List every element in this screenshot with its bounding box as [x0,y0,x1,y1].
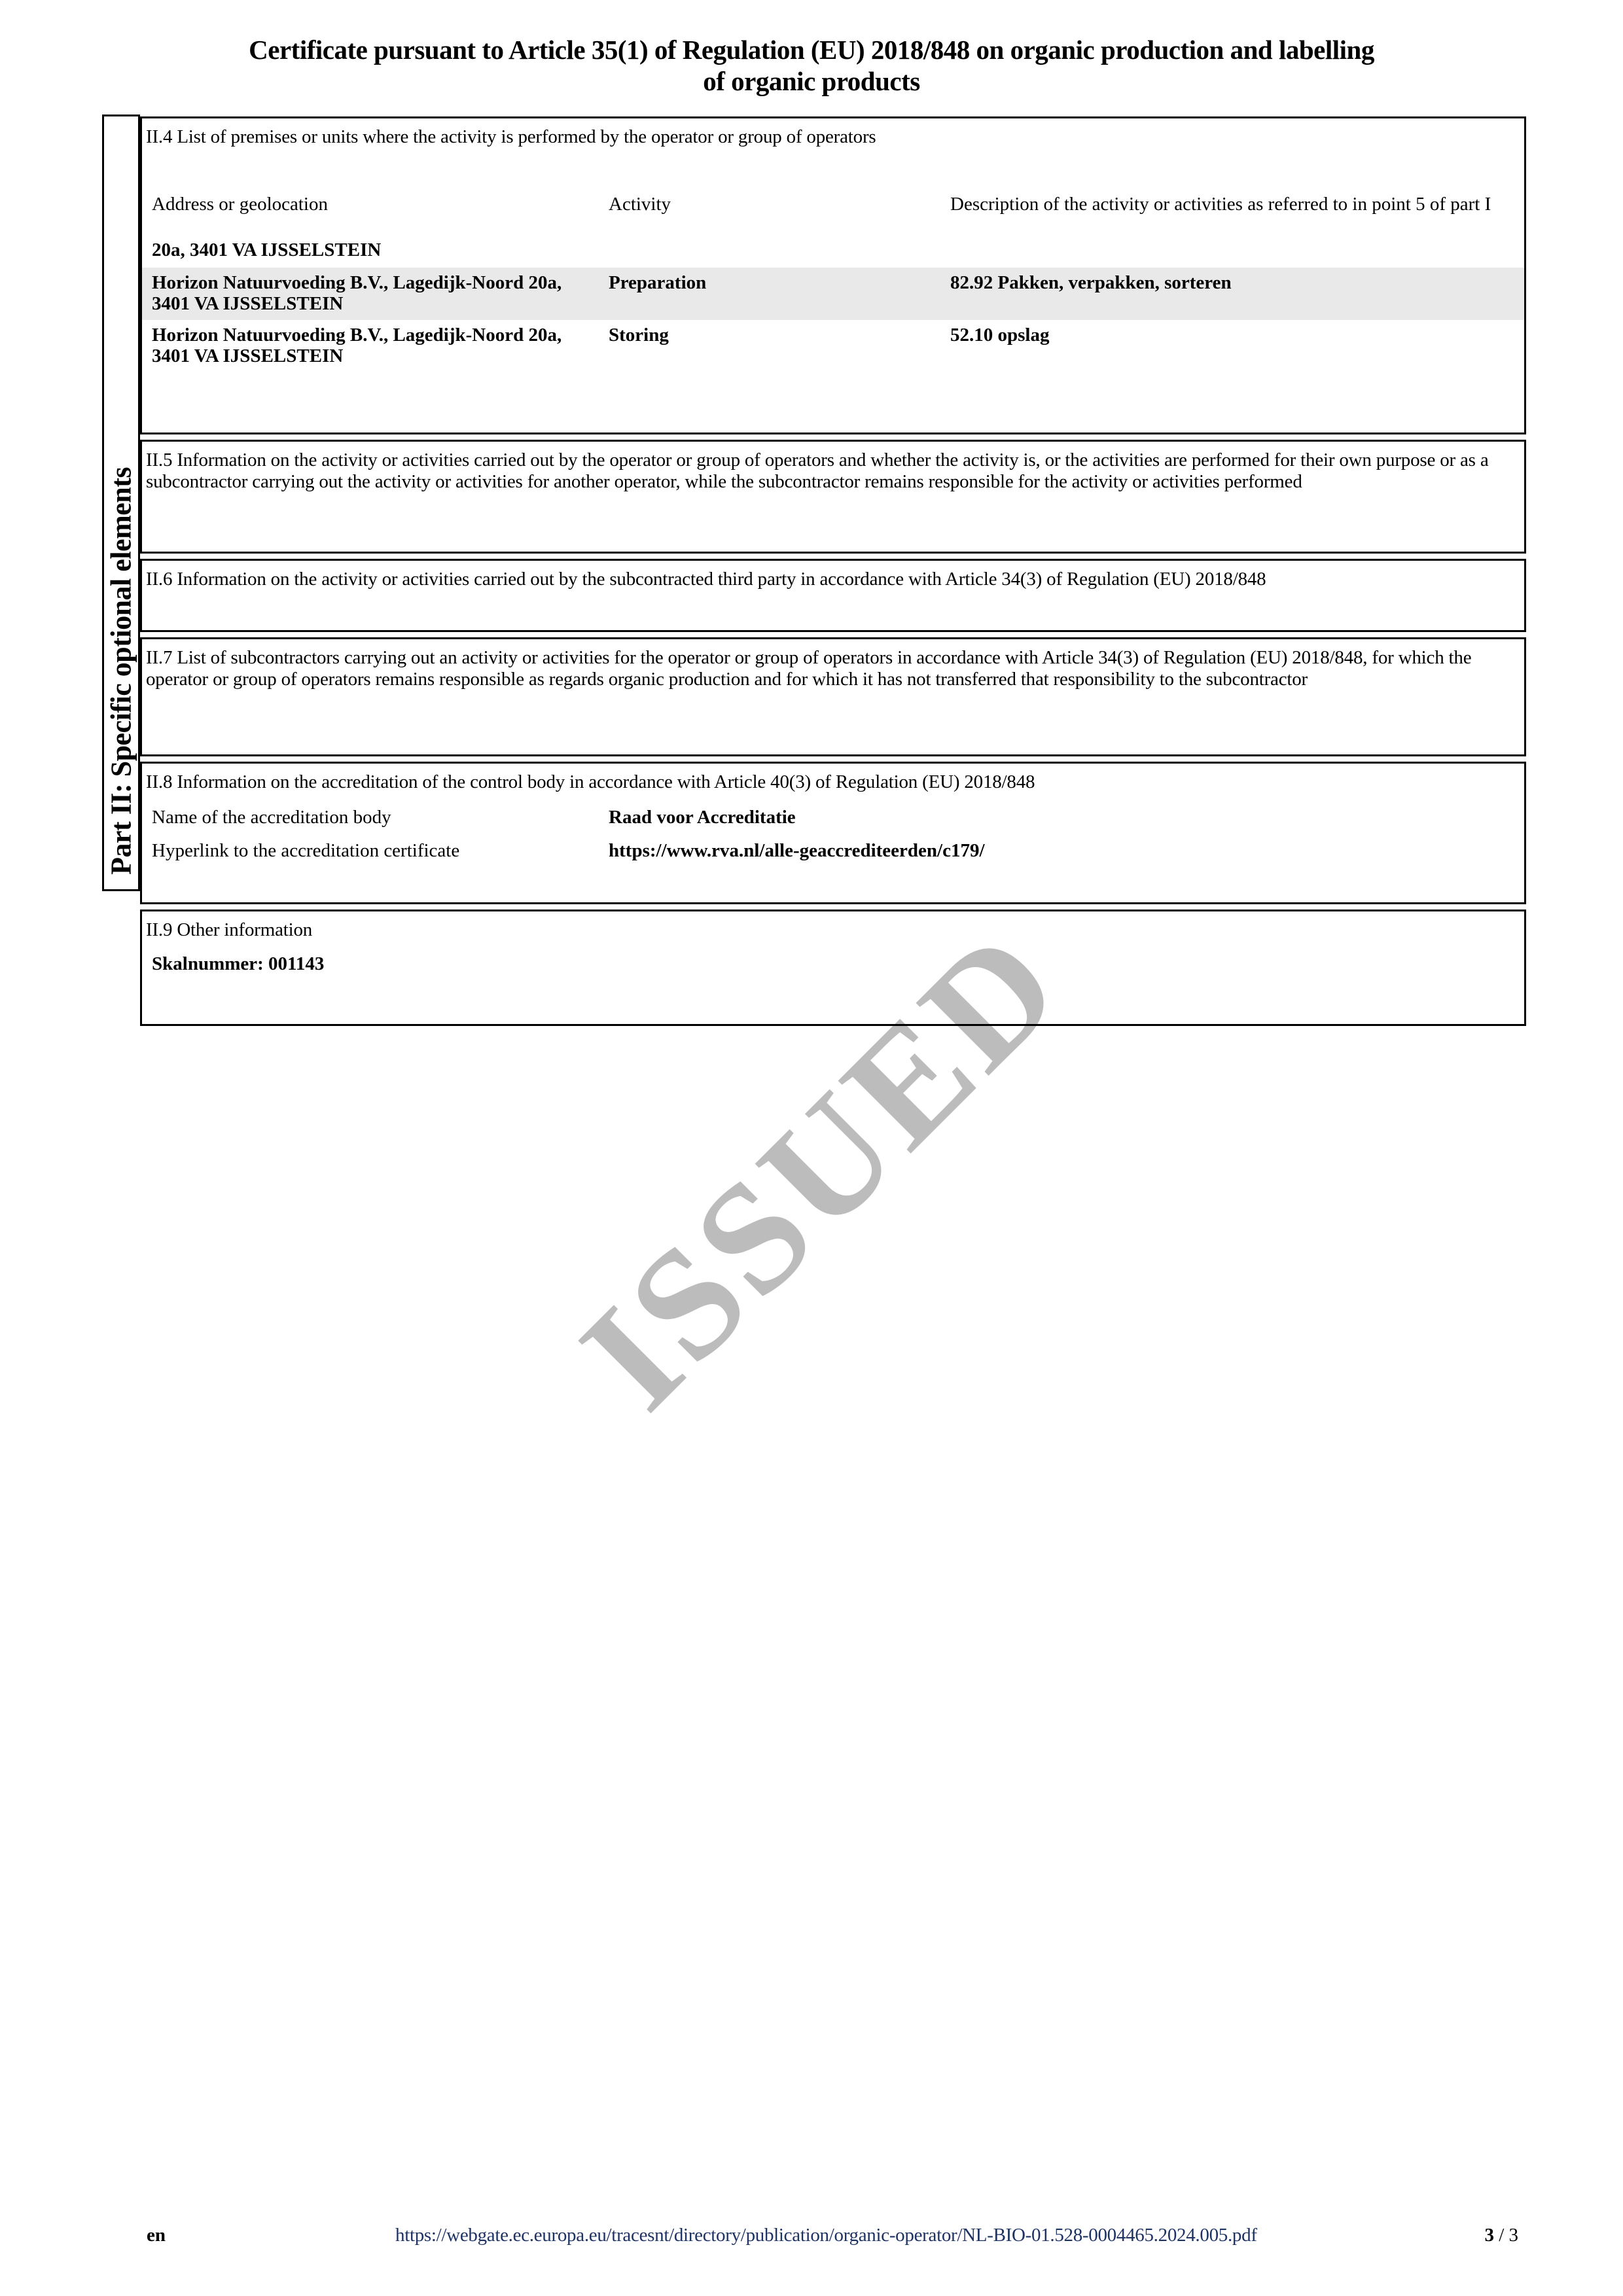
language-code: en [147,2225,166,2246]
section-ii9-other-information [140,910,1526,1026]
part-ii-sidebar [102,115,140,891]
cell-address: Horizon Natuurvoeding B.V., Lagedijk-Noord 20a, 3401 VA IJSSELSTEIN [152,324,562,366]
section-ii7-subcontractors-list [140,637,1526,756]
cell-activity: Storing [609,324,669,345]
page-number-current: 3 [1484,2225,1494,2246]
section-ii8-accreditation [140,762,1526,904]
section-ii6-header: II.6 Information on the activity or activities carried out by the subcontracted third party in accordance with Article 34(3) of Regulation (EU) 2018/848 [146,569,1266,590]
page-number-total: 3 [1508,2225,1518,2246]
cell-address: Horizon Natuurvoeding B.V., Lagedijk-Noord 20a, 3401 VA IJSSELSTEIN [152,272,562,314]
section-ii9-header: II.9 Other information [146,919,313,940]
page-title [0,34,1623,97]
page-title-line1: Certificate pursuant to Article 35(1) of Regulation (EU) 2018/848 on organic production and labelling [249,35,1374,65]
section-ii7-header: II.7 List of subcontractors carrying out an activity or activities for the operator or group of operators in accordance with Article 34(3) of Regulation (EU) 2018/848, for which the operator or group of operators remains responsible as regards organic production and for which it has not transferred that responsibility to the subcontractor [146,647,1472,690]
section-ii5-header: II.5 Information on the activity or activities carried out by the operator or group of operators and whether the activity is, or the activities are performed for their own purpose or as a subcontractor carrying out the activity or activities for another operator, while the subcontractor remains responsible for the activity or activities performed [146,450,1489,493]
page-title-line2: of organic products [703,66,920,97]
accreditation-body-value: Raad voor Accreditatie [609,807,796,828]
table-row [142,240,1524,261]
column-header-description: Description of the activity or activities as referred to in point 5 of part I [950,194,1491,215]
section-ii8-header: II.8 Information on the accreditation of the control body in accordance with Article 40(3) of Regulation (EU) 2018/848 [146,771,1035,792]
cell-description [950,240,1511,261]
table-row [142,320,1524,372]
section-ii6-subcontracted-third-party [140,559,1526,632]
section-ii4-header: II.4 List of premises or units where the activity is performed by the operator or group of operators [146,126,876,147]
page-footer [0,2225,1623,2251]
accreditation-certificate-label: Hyperlink to the accreditation certificate [152,839,460,861]
cell-activity [609,240,950,261]
issued-watermark: ISSUED [548,894,1095,1441]
table-row [142,268,1524,320]
column-header-activity: Activity [609,194,671,215]
page-number-separator: / [1493,2225,1509,2246]
section-ii5-own-purpose [140,440,1526,554]
accreditation-certificate-link[interactable]: https://www.rva.nl/alle-geaccrediteerden/c179/ [609,839,985,861]
skal-number: Skalnummer: 001143 [152,953,325,975]
column-header-address: Address or geolocation [152,194,328,215]
cell-activity: Preparation [609,272,707,293]
section-ii4-premises [140,116,1526,434]
part-ii-sidebar-label: Part II: Specific optional elements [105,467,137,875]
cell-description: 52.10 opslag [950,324,1050,345]
accreditation-body-row [142,807,1524,828]
page-number [1484,2225,1518,2246]
publication-url-link[interactable]: https://webgate.ec.europa.eu/tracesnt/directory/publication/organic-operator/NL-BIO-01.528-0004465.2024.005.pdf [395,2225,1257,2246]
accreditation-certificate-row [142,841,1524,862]
premises-table-header-row [142,194,1524,215]
accreditation-body-label: Name of the accreditation body [152,807,391,828]
cell-address: 20a, 3401 VA IJSSELSTEIN [152,239,382,261]
cell-description: 82.92 Pakken, verpakken, sorteren [950,272,1232,293]
